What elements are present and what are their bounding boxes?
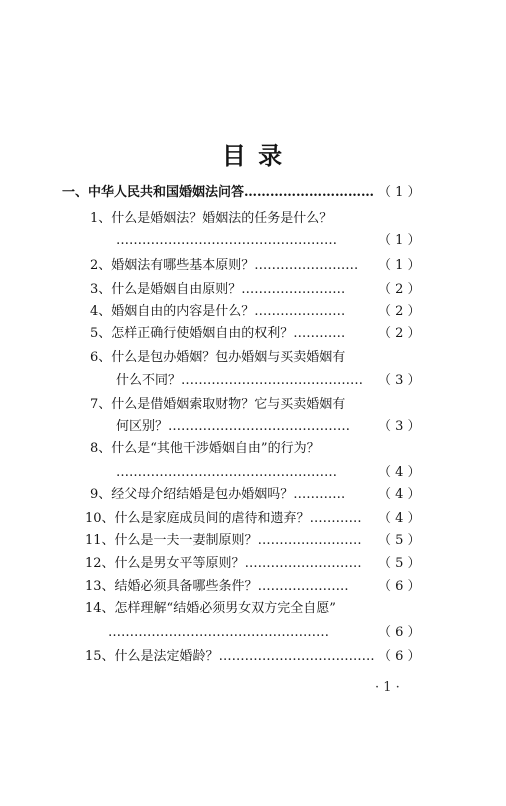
toc-num: 1、 — [90, 211, 112, 226]
toc-page-ref: （ 4 ） — [378, 487, 421, 502]
toc-leader: ………………… — [257, 579, 349, 594]
toc-leader: ………… — [309, 511, 362, 526]
toc-entry — [90, 210, 332, 228]
toc-section-heading — [62, 184, 374, 202]
toc-text: 什么是家庭成员间的虐待和遗弃？ — [114, 511, 310, 526]
toc-num: 9、 — [90, 487, 112, 502]
toc-leader: ………… — [293, 326, 346, 341]
toc-text: 什么是男女平等原则？ — [114, 556, 245, 571]
toc-entry — [85, 532, 362, 550]
toc-num: 2、 — [90, 258, 112, 273]
toc-leader: ……………………………… — [218, 649, 375, 664]
toc-text: 何区别？ — [116, 419, 169, 434]
toc-page-ref: （ 2 ） — [378, 326, 421, 341]
toc-page-ref: （ 5 ） — [378, 533, 421, 548]
toc-num: 5、 — [90, 326, 112, 341]
toc-page-ref: （ 4 ） — [378, 511, 421, 526]
toc-text: 什么是包办婚姻？包办婚姻与买卖婚姻有 — [111, 350, 346, 365]
toc-leader: …………………………………… — [181, 373, 364, 388]
toc-leader: ………………… — [254, 304, 346, 319]
toc-num: 4、 — [90, 304, 112, 319]
toc-text: 什么不同？ — [116, 373, 182, 388]
toc-entry-continuation — [116, 418, 350, 436]
toc-entry — [85, 510, 362, 528]
toc-num: 7、 — [90, 397, 112, 412]
toc-text: 怎样理解“结婚必须男女双方完全自愿” — [114, 601, 336, 616]
toc-leader: …………………………………………… — [116, 465, 337, 480]
toc-num: 3、 — [90, 282, 112, 297]
toc-text: 什么是婚姻自由原则？ — [111, 282, 242, 297]
toc-num: 12、 — [85, 556, 115, 571]
toc-entry — [90, 440, 320, 458]
toc-leader: …………………………………………… — [116, 233, 337, 248]
toc-page-ref: （ 1 ） — [378, 233, 421, 248]
toc-entry — [85, 578, 349, 596]
toc-num: 13、 — [85, 579, 115, 594]
toc-entry — [90, 396, 345, 414]
toc-text: 经父母介绍结婚是包办婚姻吗？ — [111, 487, 294, 502]
toc-page-ref: （ 1 ） — [378, 185, 421, 200]
toc-leader: ……………………… — [244, 556, 362, 571]
toc-text: 婚姻自由的内容是什么？ — [111, 304, 255, 319]
toc-leader: …………………… — [257, 533, 362, 548]
page-number: · 1 · — [375, 680, 400, 695]
toc-page-ref: （ 2 ） — [378, 282, 421, 297]
toc-num: 一、 — [62, 185, 89, 200]
toc-entry — [90, 486, 345, 504]
toc-entry — [85, 600, 336, 618]
toc-entry — [90, 303, 345, 321]
toc-leader: …………………… — [241, 282, 346, 297]
toc-num: 15、 — [85, 649, 115, 664]
toc-entry — [90, 281, 345, 299]
toc-text: 什么是借婚姻索取财物？它与买卖婚姻有 — [111, 397, 346, 412]
toc-text: 中华人民共和国婚姻法问答 — [88, 185, 245, 200]
toc-page-ref: （ 4 ） — [378, 465, 421, 480]
toc-num: 6、 — [90, 350, 112, 365]
toc-text: 什么是一夫一妻制原则？ — [114, 533, 258, 548]
toc-num: 10、 — [85, 511, 115, 526]
toc-page-ref: （ 3 ） — [378, 373, 421, 388]
toc-num: 14、 — [85, 601, 115, 616]
toc-text: 什么是法定婚龄？ — [114, 649, 219, 664]
toc-entry-continuation — [116, 232, 337, 250]
toc-page-ref: （ 2 ） — [378, 304, 421, 319]
toc-entry-continuation — [108, 624, 329, 642]
toc-text: 什么是婚姻法？婚姻法的任务是什么？ — [111, 211, 333, 226]
toc-entry — [90, 257, 358, 275]
toc-page-ref: （ 6 ） — [378, 649, 421, 664]
toc-entry-continuation — [116, 464, 337, 482]
toc-text: 什么是“其他干涉婚姻自由”的行为？ — [111, 441, 320, 456]
toc-text: 婚姻法有哪些基本原则？ — [111, 258, 255, 273]
toc-leader: …………………………………………… — [108, 625, 329, 640]
toc-num: 8、 — [90, 441, 112, 456]
toc-page-ref: （ 1 ） — [378, 258, 421, 273]
toc-entry — [90, 325, 345, 343]
toc-leader: …………………… — [254, 258, 359, 273]
toc-num: 11、 — [85, 533, 115, 548]
toc-text: 结婚必须具备哪些条件？ — [114, 579, 258, 594]
toc-page-ref: （ 3 ） — [378, 419, 421, 434]
toc-page-ref: （ 5 ） — [378, 556, 421, 571]
toc-text: 怎样正确行使婚姻自由的权利？ — [111, 326, 294, 341]
toc-entry — [90, 349, 345, 367]
toc-entry — [85, 648, 375, 666]
toc-entry — [85, 555, 362, 573]
toc-entry-continuation — [116, 372, 363, 390]
toc-leader: ………………………… — [244, 185, 375, 200]
toc-page-ref: （ 6 ） — [378, 625, 421, 640]
toc-leader: …………………………………… — [168, 419, 351, 434]
toc-title: 目 录 — [221, 141, 285, 170]
toc-page-ref: （ 6 ） — [378, 579, 421, 594]
toc-leader: ………… — [293, 487, 346, 502]
